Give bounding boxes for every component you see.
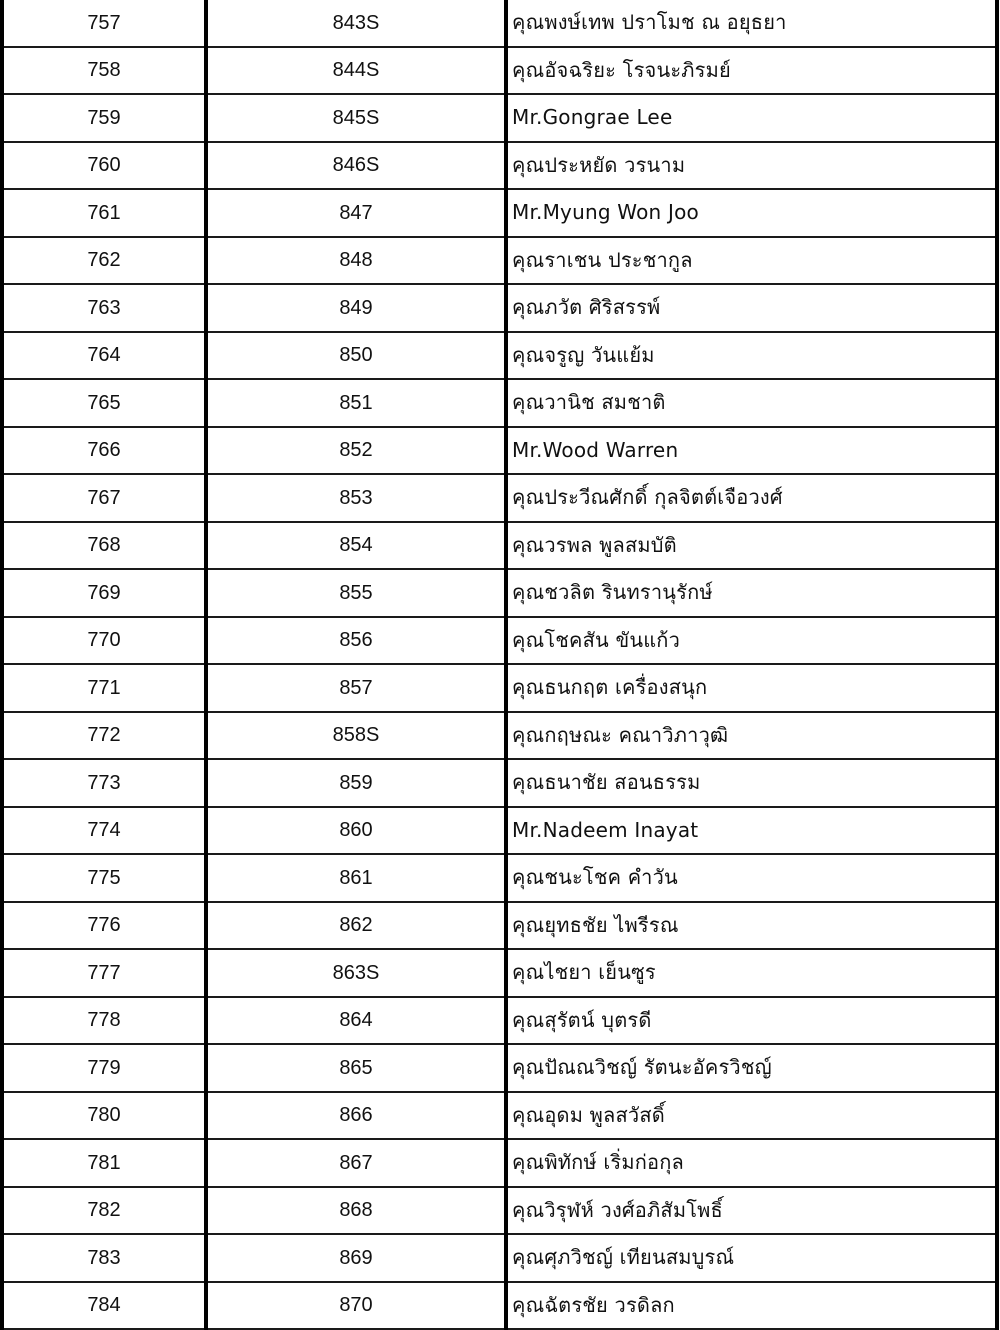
table-body	[2, 0, 997, 1329]
member-name: คุณวานิช สมชาติ	[512, 390, 666, 415]
seq-number: 758	[87, 59, 121, 82]
member-code: 859	[339, 771, 373, 794]
member-name: คุณศุภวิชญ์ เทียนสมบูรณ์	[512, 1245, 735, 1270]
name-cell	[506, 1234, 997, 1282]
member-code: 861	[339, 866, 373, 889]
code-cell	[206, 664, 506, 712]
seq-cell	[2, 142, 206, 190]
table-row	[2, 759, 997, 807]
table-row	[2, 142, 997, 190]
table-row	[2, 522, 997, 570]
code-cell	[206, 807, 506, 855]
member-code: 844S	[332, 59, 380, 82]
code-cell	[206, 47, 506, 95]
code-cell	[206, 1187, 506, 1235]
name-cell	[506, 142, 997, 190]
code-cell	[206, 1139, 506, 1187]
code-cell	[206, 569, 506, 617]
seq-number: 767	[87, 486, 121, 509]
member-name: คุณไชยา เย็นซูร	[512, 960, 656, 985]
seq-cell	[2, 379, 206, 427]
table-row	[2, 474, 997, 522]
member-name: คุณสุรัตน์ บุตรดี	[512, 1007, 652, 1032]
seq-number: 769	[87, 581, 121, 604]
seq-number: 780	[87, 1104, 121, 1127]
code-cell	[206, 617, 506, 665]
seq-cell	[2, 1187, 206, 1235]
code-cell	[206, 284, 506, 332]
member-name: คุณประหยัด วรนาม	[512, 152, 686, 177]
seq-cell	[2, 902, 206, 950]
table-row	[2, 712, 997, 760]
name-cell	[506, 1282, 997, 1330]
code-cell	[206, 332, 506, 380]
seq-number: 761	[87, 201, 121, 224]
code-cell	[206, 1044, 506, 1092]
seq-cell	[2, 94, 206, 142]
name-cell	[506, 807, 997, 855]
table-row	[2, 1139, 997, 1187]
name-cell	[506, 1044, 997, 1092]
member-name: คุณประวีณศักดิ์ กุลจิตต์เจือวงศ์	[512, 485, 783, 510]
table-row	[2, 664, 997, 712]
name-cell	[506, 949, 997, 997]
member-name: คุณพิทักษ์ เริ่มก่อกุล	[512, 1150, 684, 1175]
member-name: คุณปัณณวิชญ์ รัตนะอัครวิชญ์	[512, 1055, 772, 1080]
name-cell	[506, 1092, 997, 1140]
code-cell	[206, 1282, 506, 1330]
name-cell	[506, 379, 997, 427]
seq-cell	[2, 1139, 206, 1187]
seq-cell	[2, 759, 206, 807]
table-row	[2, 189, 997, 237]
seq-cell	[2, 1092, 206, 1140]
name-cell	[506, 427, 997, 475]
member-code: 862	[339, 914, 373, 937]
code-cell	[206, 427, 506, 475]
seq-number: 778	[87, 1009, 121, 1032]
member-name: คุณราเชน ประชากูล	[512, 247, 693, 272]
code-cell	[206, 474, 506, 522]
table-row	[2, 902, 997, 950]
seq-cell	[2, 1234, 206, 1282]
member-code: 847	[339, 201, 373, 224]
member-name: คุณชนะโชค คำวัน	[512, 865, 678, 890]
member-name: คุณวิรุฬห์ วงศ์อภิสัมโพธิ์	[512, 1197, 723, 1222]
seq-number: 781	[87, 1151, 121, 1174]
seq-number: 759	[87, 106, 121, 129]
name-cell	[506, 94, 997, 142]
member-code: 850	[339, 344, 373, 367]
seq-cell	[2, 569, 206, 617]
name-cell	[506, 997, 997, 1045]
seq-cell	[2, 284, 206, 332]
seq-cell	[2, 949, 206, 997]
seq-number: 776	[87, 914, 121, 937]
code-cell	[206, 997, 506, 1045]
member-name: คุณอัจฉริยะ โรจนะภิรมย์	[512, 57, 731, 82]
name-cell	[506, 189, 997, 237]
code-cell	[206, 759, 506, 807]
member-name: คุณธนกฤต เครื่องสนุก	[512, 675, 708, 700]
member-code: 846S	[332, 154, 380, 177]
name-cell	[506, 284, 997, 332]
member-code: 845S	[332, 106, 380, 129]
name-cell	[506, 47, 997, 95]
name-cell	[506, 712, 997, 760]
name-cell	[506, 569, 997, 617]
seq-number: 779	[87, 1056, 121, 1079]
member-name: Mr.Wood Warren	[512, 437, 679, 462]
name-cell	[506, 474, 997, 522]
code-cell	[206, 712, 506, 760]
name-cell	[506, 617, 997, 665]
code-cell	[206, 1234, 506, 1282]
member-name: คุณยุทธชัย ไพรีรณ	[512, 912, 679, 937]
seq-cell	[2, 664, 206, 712]
member-code: 860	[339, 819, 373, 842]
name-cell	[506, 1187, 997, 1235]
seq-number: 774	[87, 819, 121, 842]
seq-number: 764	[87, 344, 121, 367]
seq-number: 762	[87, 249, 121, 272]
name-cell	[506, 759, 997, 807]
code-cell	[206, 1092, 506, 1140]
table-row	[2, 854, 997, 902]
name-cell	[506, 332, 997, 380]
seq-number: 777	[87, 961, 121, 984]
seq-cell	[2, 427, 206, 475]
member-code: 852	[339, 439, 373, 462]
member-name: คุณกฤษณะ คณาวิภาวุฒิ	[512, 722, 729, 747]
seq-number: 760	[87, 154, 121, 177]
code-cell	[206, 0, 506, 47]
table-row	[2, 237, 997, 285]
member-code: 866	[339, 1104, 373, 1127]
code-cell	[206, 949, 506, 997]
code-cell	[206, 902, 506, 950]
table-row	[2, 332, 997, 380]
code-cell	[206, 94, 506, 142]
seq-number: 757	[87, 11, 121, 34]
seq-number: 771	[87, 676, 121, 699]
table-row	[2, 949, 997, 997]
code-cell	[206, 237, 506, 285]
table-row	[2, 997, 997, 1045]
seq-number: 768	[87, 534, 121, 557]
member-name: คุณวรพล พูลสมบัติ	[512, 532, 677, 557]
member-code: 851	[339, 391, 373, 414]
seq-cell	[2, 237, 206, 285]
seq-cell	[2, 474, 206, 522]
seq-number: 784	[87, 1294, 121, 1317]
seq-cell	[2, 997, 206, 1045]
table-row	[2, 94, 997, 142]
member-name: คุณฉัตรชัย วรดิลก	[512, 1292, 675, 1317]
member-code: 857	[339, 676, 373, 699]
seq-cell	[2, 807, 206, 855]
table-row	[2, 617, 997, 665]
table-row	[2, 427, 997, 475]
member-code: 869	[339, 1246, 373, 1269]
name-cell	[506, 0, 997, 47]
table-row	[2, 1282, 997, 1330]
name-cell	[506, 1139, 997, 1187]
member-code: 853	[339, 486, 373, 509]
member-code: 867	[339, 1151, 373, 1174]
seq-number: 775	[87, 866, 121, 889]
table-row	[2, 1187, 997, 1235]
seq-number: 766	[87, 439, 121, 462]
name-cell	[506, 664, 997, 712]
member-name: คุณจรูญ วันแย้ม	[512, 342, 655, 367]
seq-cell	[2, 47, 206, 95]
member-name: คุณธนาชัย สอนธรรม	[512, 770, 701, 795]
code-cell	[206, 854, 506, 902]
seq-number: 783	[87, 1246, 121, 1269]
member-code: 858S	[332, 724, 380, 747]
member-code: 849	[339, 296, 373, 319]
seq-cell	[2, 522, 206, 570]
seq-cell	[2, 1282, 206, 1330]
member-code: 863S	[332, 961, 380, 984]
table-row	[2, 284, 997, 332]
seq-number: 782	[87, 1199, 121, 1222]
table-row	[2, 1092, 997, 1140]
member-code: 856	[339, 629, 373, 652]
code-cell	[206, 379, 506, 427]
seq-cell	[2, 712, 206, 760]
seq-cell	[2, 1044, 206, 1092]
code-cell	[206, 142, 506, 190]
name-cell	[506, 902, 997, 950]
name-cell	[506, 522, 997, 570]
member-name: คุณภวัต ศิริสรรพ์	[512, 295, 661, 320]
seq-cell	[2, 0, 206, 47]
table-row	[2, 47, 997, 95]
member-name: คุณโชคสัน ขันแก้ว	[512, 627, 681, 652]
seq-cell	[2, 189, 206, 237]
name-cell	[506, 237, 997, 285]
name-cell	[506, 854, 997, 902]
seq-cell	[2, 332, 206, 380]
member-code: 854	[339, 534, 373, 557]
seq-number: 765	[87, 391, 121, 414]
seq-number: 763	[87, 296, 121, 319]
seq-cell	[2, 854, 206, 902]
member-name: คุณอุดม พูลสวัสดิ์	[512, 1102, 665, 1127]
seq-cell	[2, 617, 206, 665]
member-name: Mr.Nadeem Inayat	[512, 817, 699, 842]
table-row	[2, 379, 997, 427]
member-code: 848	[339, 249, 373, 272]
member-code: 855	[339, 581, 373, 604]
seq-number: 770	[87, 629, 121, 652]
member-name: Mr.Myung Won Joo	[512, 200, 699, 225]
table-row	[2, 0, 997, 47]
code-cell	[206, 522, 506, 570]
member-code: 870	[339, 1294, 373, 1317]
seq-number: 772	[87, 724, 121, 747]
member-code: 843S	[332, 11, 380, 34]
seq-number: 773	[87, 771, 121, 794]
code-cell	[206, 189, 506, 237]
table-row	[2, 569, 997, 617]
member-name: คุณพงษ์เทพ ปราโมช ณ อยุธยา	[512, 10, 787, 35]
table-row	[2, 1044, 997, 1092]
table-row	[2, 1234, 997, 1282]
member-code: 868	[339, 1199, 373, 1222]
member-name: คุณชวลิต รินทรานุรักษ์	[512, 580, 713, 605]
table-row	[2, 807, 997, 855]
member-code: 865	[339, 1056, 373, 1079]
member-code: 864	[339, 1009, 373, 1032]
member-name: Mr.Gongrae Lee	[512, 105, 673, 130]
